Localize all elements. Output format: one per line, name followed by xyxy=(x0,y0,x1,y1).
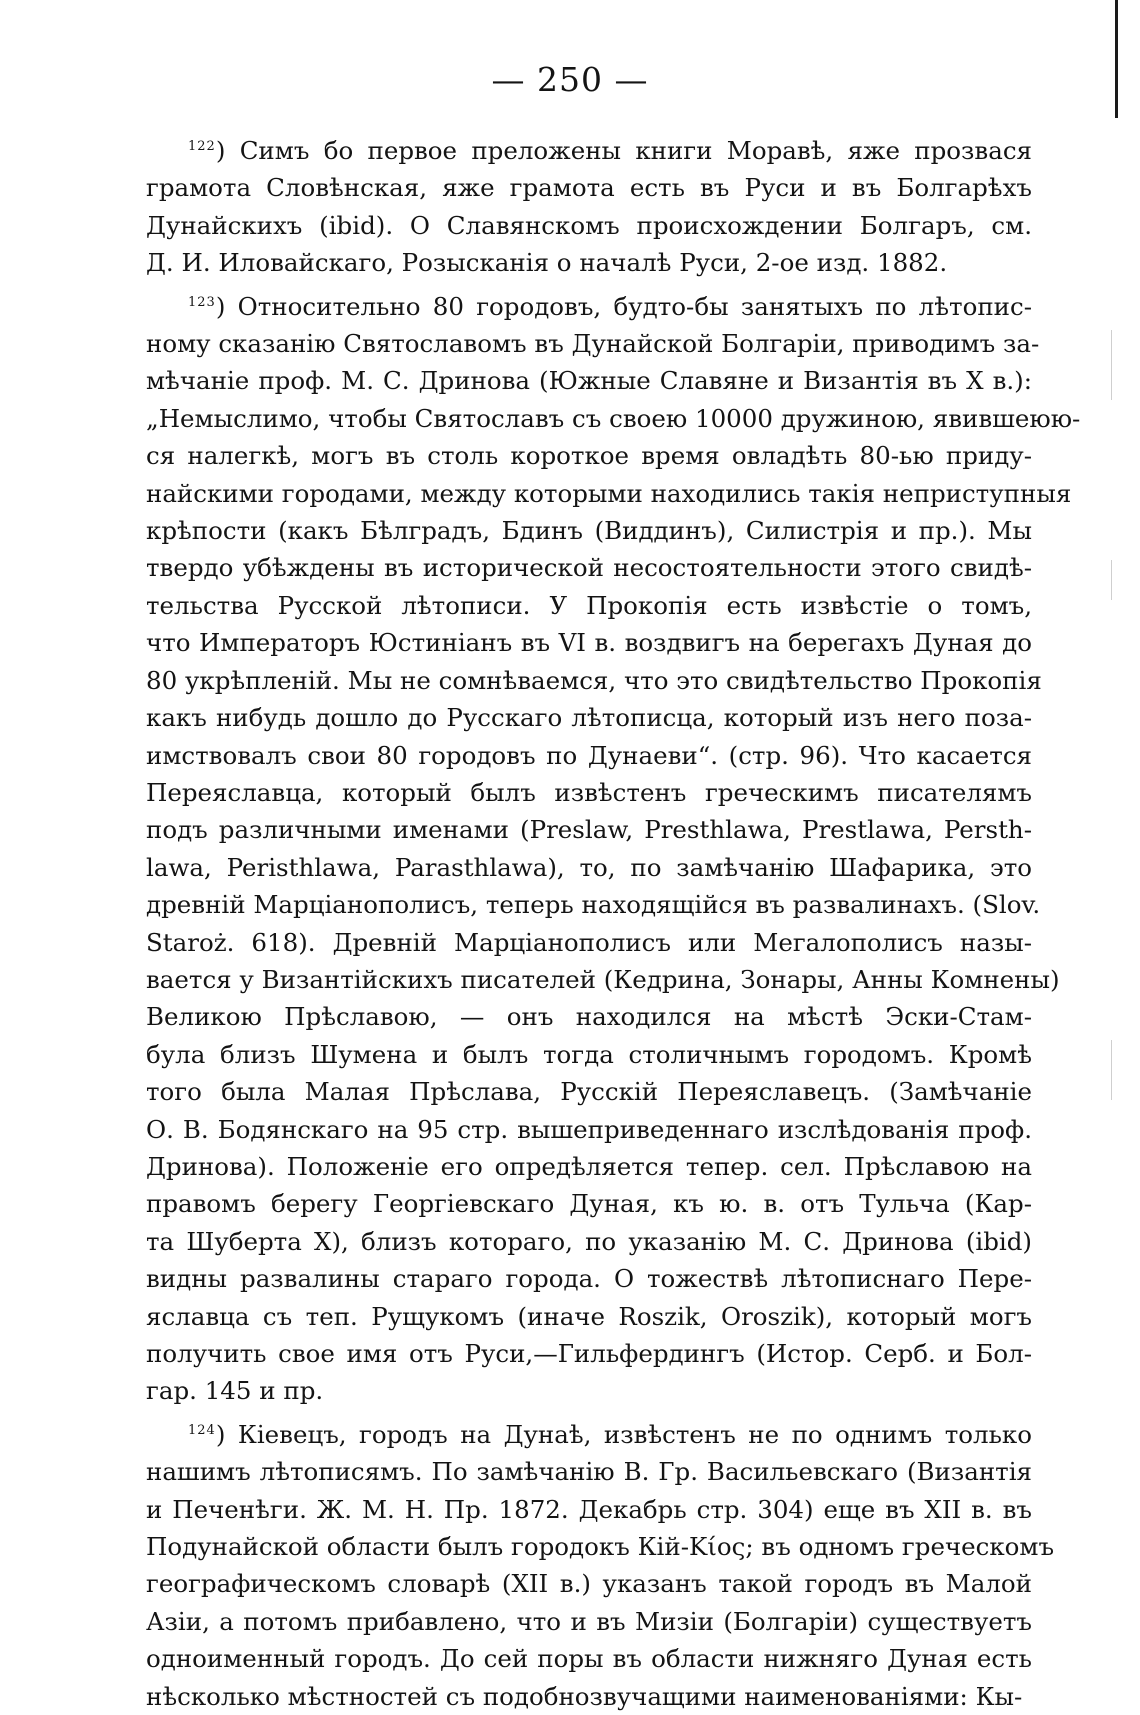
line-text: ся налегкѣ, могъ въ столь короткое время овладѣть 80-ью приду- xyxy=(146,441,1032,471)
footnote-marker: 122 xyxy=(188,139,216,154)
line-text: Дунайскихъ (ibid). О Славянскомъ происхождении Болгаръ, см. xyxy=(146,210,1032,240)
line-text: гар. 145 и пр. xyxy=(146,1376,324,1406)
line-text: географическомъ словарѣ (XII в.) указанъ такой городъ въ Малой xyxy=(146,1569,1032,1599)
text-line xyxy=(146,1453,1032,1490)
line-text: Подунайской области былъ городокъ Кій-Κίος; въ одномъ греческомъ xyxy=(146,1532,1055,1562)
text-line xyxy=(146,1073,1032,1110)
text-line xyxy=(146,169,1032,206)
text-line xyxy=(146,587,1032,624)
line-text: одноименный городъ. До сей поры въ области нижняго Дуная есть xyxy=(146,1644,1032,1674)
footnote-marker: 124 xyxy=(188,1422,216,1438)
line-text: мѣчаніе проф. М. С. Дринова (Южные Славяне и Византія въ X в.): xyxy=(146,366,1032,396)
footnote-123 xyxy=(146,284,1081,1410)
text-line xyxy=(146,207,1032,244)
line-text: „Немыслимо, чтобы Святославъ съ своею 10000 дружиною, явившеюю- xyxy=(146,403,1081,433)
line-text: О. В. Бодянскаго на 95 стр. вышеприведеннаго изслѣдованія проф. xyxy=(146,1114,1032,1144)
text-line xyxy=(146,1223,1032,1260)
text-line xyxy=(146,475,1072,512)
line-text: подъ различными именами (Preslaw, Presthlawa, Prestlawa, Persth- xyxy=(146,815,1032,845)
line-text: Staroż. 618). Древній Марціанополисъ или Мегалополисъ назы- xyxy=(146,927,1032,957)
text-line xyxy=(146,437,1032,474)
line-text: Относительно 80 городовъ, будто-бы занятыхъ по лѣтопис- xyxy=(237,291,1032,321)
text-line xyxy=(146,362,1032,399)
line-text: Дринова). Положеніе его опредѣляется тепер. сел. Прѣславою на xyxy=(146,1151,1032,1181)
line-text: что Императоръ Юстиніанъ въ VI в. воздвигъ на берегахъ Дуная до xyxy=(146,628,1032,658)
line-text: нѣсколько мѣстностей съ подобнозвучащими наименованіями: Кы- xyxy=(146,1681,1023,1711)
line-text: правомъ берегу Георгіевскаго Дуная, къ ю. в. отъ Тульча (Кар- xyxy=(146,1189,1032,1219)
line-text: Кіевецъ, городъ на Дунаѣ, извѣстенъ не по однимъ только xyxy=(237,1419,1032,1449)
page-edge-mark xyxy=(1111,1040,1112,1100)
text-line xyxy=(146,1298,1032,1335)
line-text: древній Марціанополисъ, теперь находящійся въ развалинахъ. (Slov. xyxy=(146,890,1041,920)
line-text: 80 укрѣпленій. Мы не сомнѣваемся, что это свидѣтельство Прокопія xyxy=(146,665,1042,695)
line-text: и Печенѣги. Ж. М. Н. Пр. 1872. Декабрь стр. 304) еще въ XII в. въ xyxy=(146,1494,1032,1524)
text-line: $^{123}$) Относительно 80 городовъ, будто-бы занятыхъ по лѣтопис- xyxy=(188,291,1032,321)
footnote-124 xyxy=(146,1412,1055,1715)
line-text: Симъ бо первое преложены книги Моравѣ, яже прозвася xyxy=(239,136,1032,165)
line-text: имствовалъ свои 80 городовъ по Дунаеви“. (стр. 96). Что касается xyxy=(146,740,1032,770)
text-line xyxy=(146,774,1032,811)
text-line xyxy=(146,1528,1055,1565)
text-line xyxy=(146,998,1032,1035)
line-text: Д. И. Иловайскаго, Розысканія о началѣ Руси, 2-ое изд. 1882. xyxy=(146,248,948,278)
text-line: $^{122}$) Симъ бо первое преложены книги Моравѣ, яже прозвася xyxy=(188,136,1032,165)
text-line xyxy=(146,1335,1032,1372)
line-text: видны развалины стараго города. О тожествѣ лѣтописнаго Пере- xyxy=(146,1264,1032,1294)
text-line xyxy=(146,549,1032,586)
line-text: твердо убѣждены въ исторической несостоятельности этого свидѣ- xyxy=(146,553,1032,583)
line-text: найскими городами, между которыми находились такія неприступныя xyxy=(146,478,1072,508)
text-line xyxy=(146,1372,1032,1409)
text-line xyxy=(146,1111,1032,1148)
page-edge-mark xyxy=(1111,330,1112,400)
line-text: Азіи, а потомъ прибавлено, что и въ Мизіи (Болгаріи) существуетъ xyxy=(146,1606,1032,1636)
text-line xyxy=(146,811,1032,848)
text-line xyxy=(146,961,1060,998)
text-line xyxy=(146,1036,1032,1073)
line-text: грамота Словѣнская, яже грамота есть въ Руси и въ Болгарѣхъ xyxy=(146,173,1032,203)
text-line xyxy=(146,624,1032,661)
text-line xyxy=(146,737,1032,774)
text-line: $^{124}$) Кіевецъ, городъ на Дунаѣ, извѣстенъ не по однимъ только xyxy=(188,1419,1032,1449)
line-text: та Шуберта X), близъ котораго, по указанію М. С. Дринова (ibid) xyxy=(146,1226,1032,1256)
line-text: Великою Прѣславою, — онъ находился на мѣстѣ Эски-Стам- xyxy=(146,1002,1032,1032)
line-text: какъ нибудь дошло до Русскаго лѣтописца, который изъ него поза- xyxy=(146,703,1032,733)
page-edge-mark xyxy=(1111,560,1112,600)
footnotes-body xyxy=(146,128,1081,1715)
line-text: ному сказанію Святославомъ въ Дунайской Болгаріи, приводимъ за- xyxy=(146,329,1040,359)
line-text: lawa, Peristhlawa, Parasthlawa), то, по замѣчанію Шафарика, это xyxy=(146,852,1032,882)
text-line xyxy=(146,512,1032,549)
text-line xyxy=(146,924,1032,961)
line-text: вается у Византійскихъ писателей (Кедрина, Зонары, Анны Комнены) xyxy=(146,964,1060,994)
line-text: получить свое имя отъ Руси,—Гильфердингъ (Истор. Серб. и Бол- xyxy=(146,1339,1032,1368)
footnote-marker: 123 xyxy=(188,294,216,310)
text-line xyxy=(146,1148,1032,1185)
text-line xyxy=(146,662,1042,699)
text-line xyxy=(146,1260,1032,1297)
text-line xyxy=(146,1565,1032,1602)
line-text: тельства Русской лѣтописи. У Прокопія есть извѣстіе о томъ, xyxy=(146,590,1032,620)
text-line xyxy=(146,1678,1032,1715)
footnote-122 xyxy=(146,128,1032,282)
line-text: яславца съ теп. Рущукомъ (иначе Roszik, Oroszik), который могъ xyxy=(146,1301,1032,1331)
text-line xyxy=(146,1185,1032,1222)
text-line xyxy=(146,886,1041,923)
line-text: крѣпости (какъ Бѣлградъ, Бдинъ (Виддинъ), Силистрія и пр.). Мы xyxy=(146,516,1032,546)
line-text: того была Малая Прѣслава, Русскій Переяславецъ. (Замѣчаніе xyxy=(146,1077,1032,1107)
line-text: Переяславца, который былъ извѣстенъ греческимъ писателямъ xyxy=(146,777,1032,807)
line-text: нашимъ лѣтописямъ. По замѣчанію В. Гр. Васильевскаго (Византія xyxy=(146,1457,1032,1487)
text-line xyxy=(146,400,1081,437)
page-number: — 250 — xyxy=(491,60,649,99)
text-line xyxy=(146,244,1032,281)
text-line xyxy=(146,699,1032,736)
text-line xyxy=(146,849,1032,886)
text-line xyxy=(146,1640,1032,1677)
text-line xyxy=(146,1491,1032,1528)
line-text: була близъ Шумена и былъ тогда столичнымъ городомъ. Кромѣ xyxy=(146,1039,1032,1069)
text-line xyxy=(146,1603,1032,1640)
text-line xyxy=(146,325,1040,362)
page-edge-line xyxy=(1115,0,1118,118)
